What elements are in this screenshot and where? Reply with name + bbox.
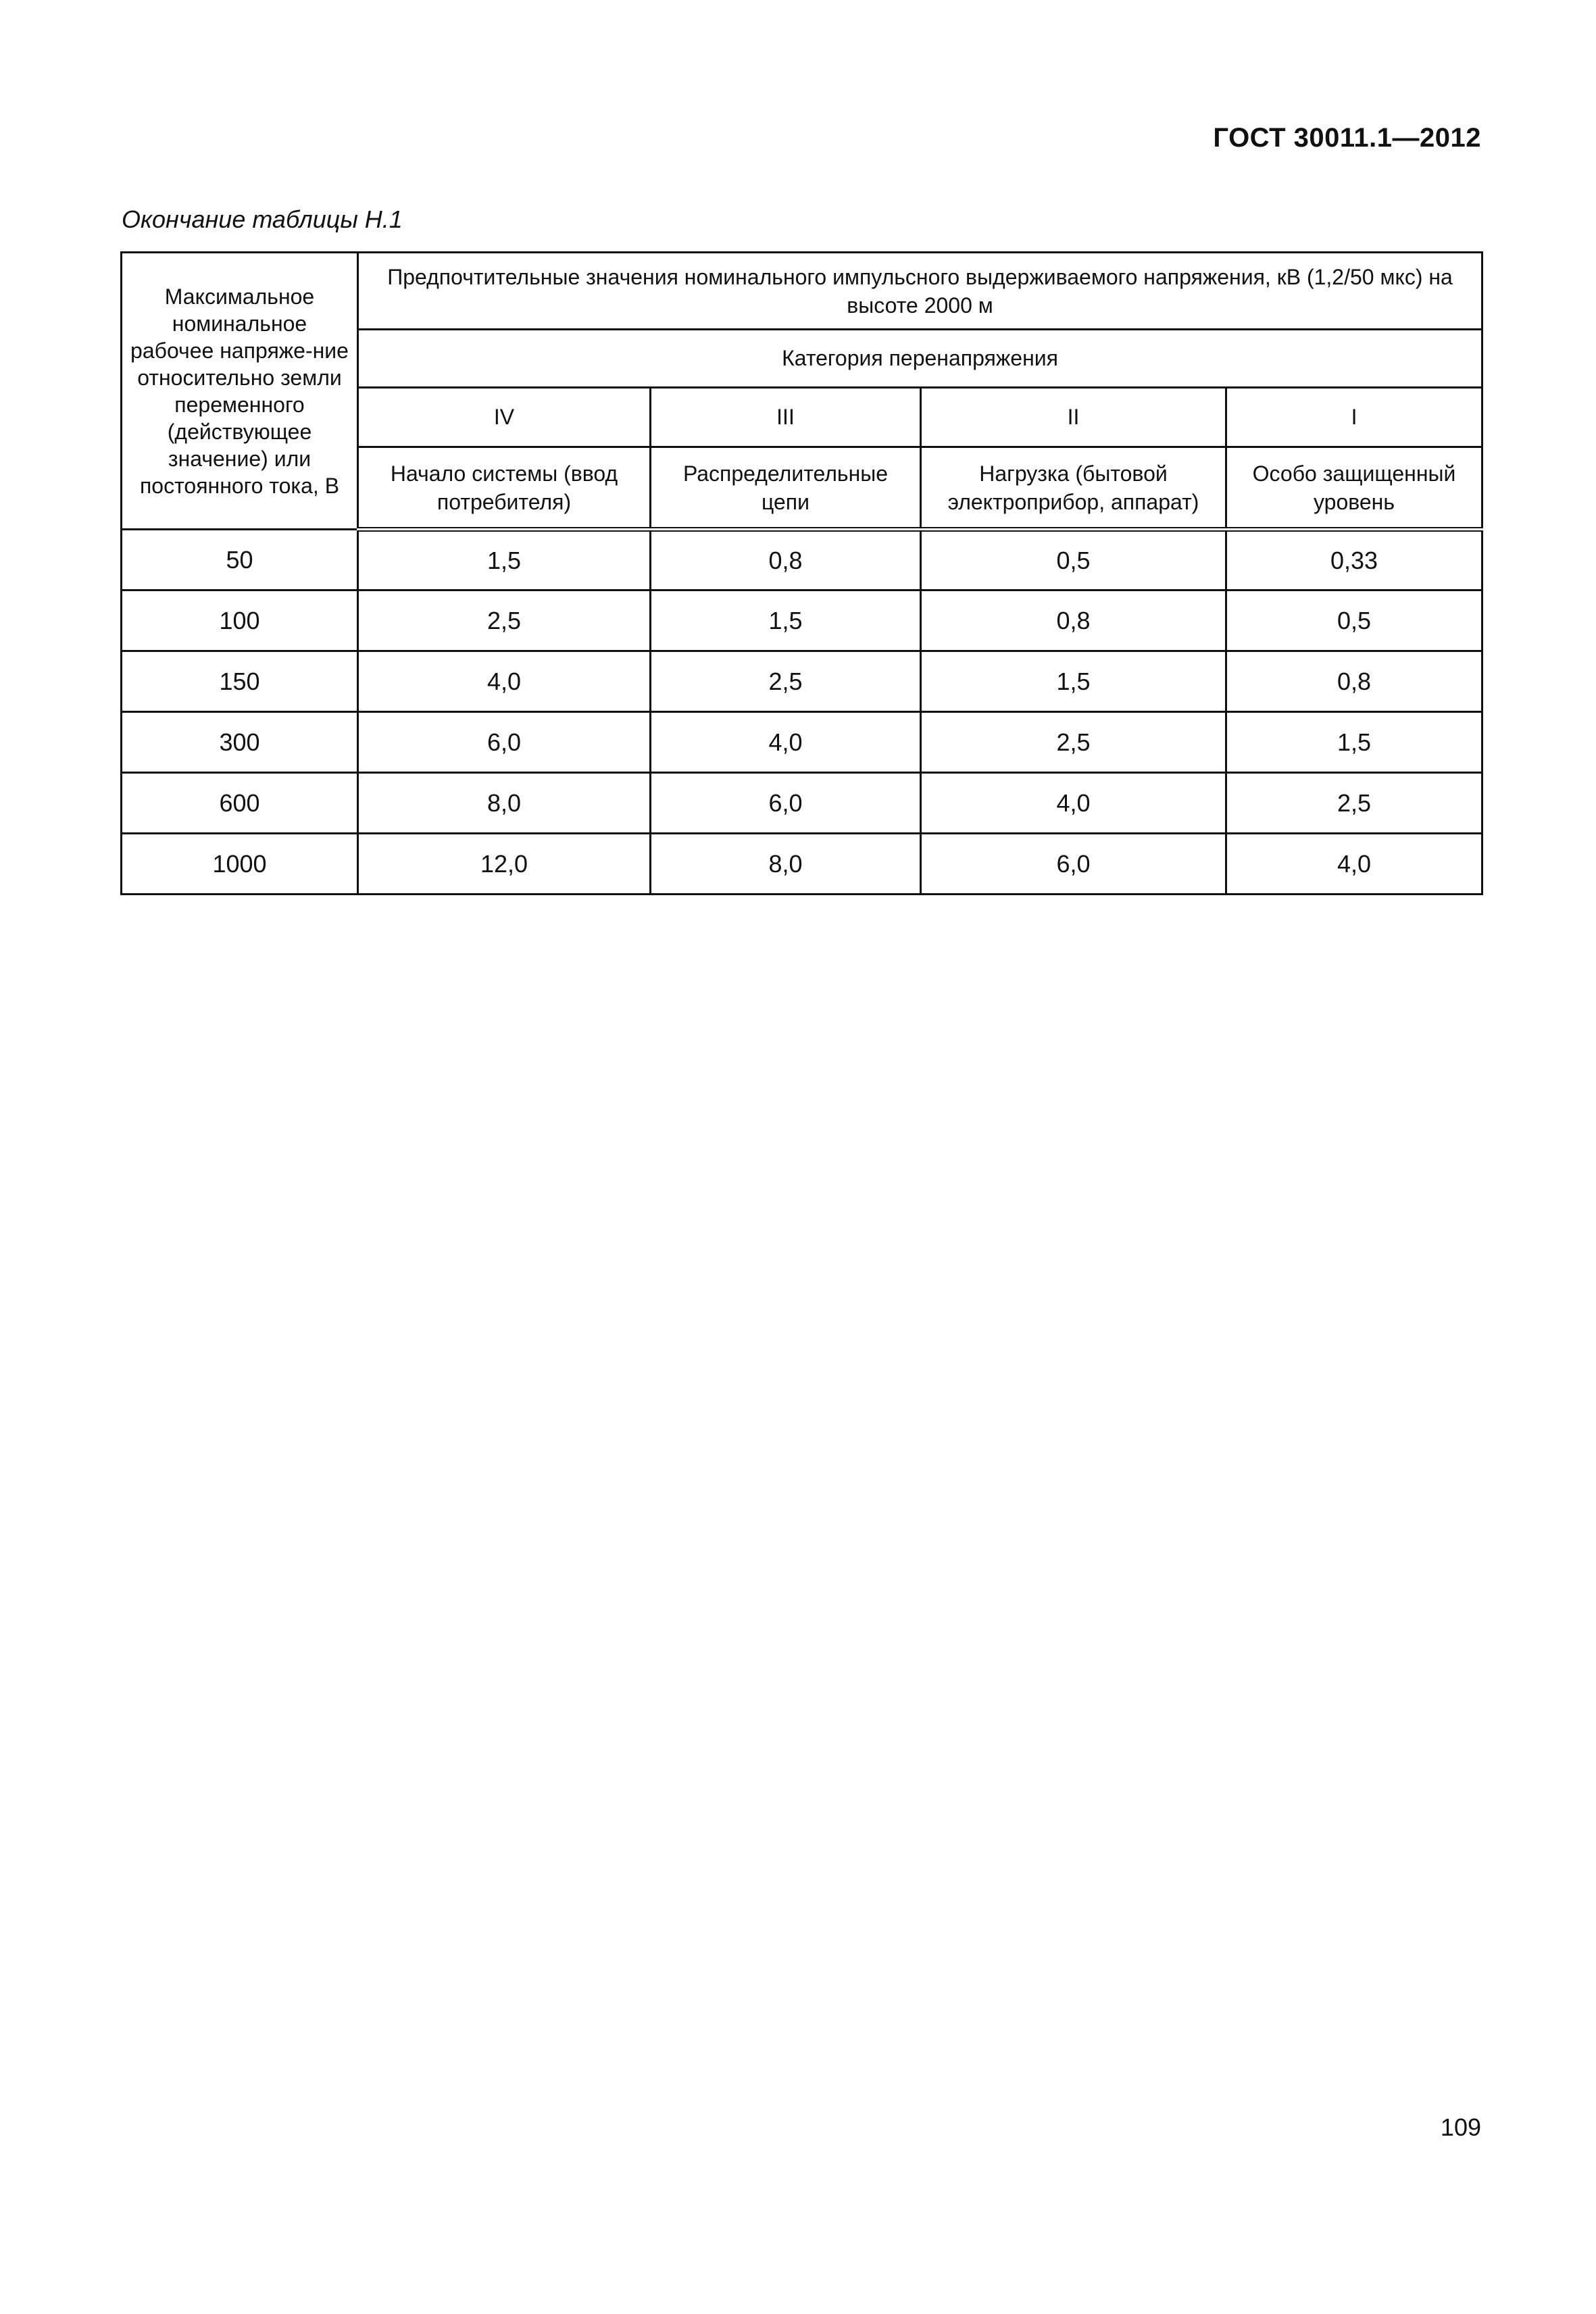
table-cell: 8,0 [651,834,921,895]
table-cell: 2,5 [358,590,651,651]
table-cell: 0,5 [921,530,1226,590]
page-number: 109 [1440,2113,1481,2141]
table-cell: 4,0 [1226,834,1482,895]
table-cell: 8,0 [358,773,651,834]
header-category-iii: III [651,388,921,447]
table-cell: 2,5 [921,712,1226,773]
table-row [122,712,1482,773]
table-cell: 1,5 [1226,712,1482,773]
table-cell: 600 [122,773,358,834]
header-category-iii-description: Распределительные цепи [651,447,921,530]
table-cell: 0,8 [1226,651,1482,712]
voltage-table [120,251,1483,895]
table-row [122,590,1482,651]
table-cell: 2,5 [651,651,921,712]
header-overvoltage-category: Категория перенапряжения [358,330,1482,388]
table-cell: 1000 [122,834,358,895]
table-row [122,773,1482,834]
header-category-ii-description: Нагрузка (бытовой электроприбор, аппарат) [921,447,1226,530]
table-cell: 50 [122,530,358,590]
table-cell: 1,5 [358,530,651,590]
table-row [122,530,1482,590]
table-cell: 2,5 [1226,773,1482,834]
table-cell: 0,5 [1226,590,1482,651]
header-max-voltage: Максимальное номинальное рабочее напряже-ние относительно земли переменного (действующее значение) или постоянного тока, В [122,253,358,530]
table-cell: 6,0 [358,712,651,773]
table-cell: 12,0 [358,834,651,895]
header-category-iv: IV [358,388,651,447]
table-cell: 4,0 [921,773,1226,834]
table-cell: 1,5 [651,590,921,651]
header-preferred-values: Предпочтительные значения номинального импульсного выдерживаемого напряжения, кВ (1,2/50 мкс) на высоте 2000 м [358,253,1482,330]
header-category-ii: II [921,388,1226,447]
table-cell: 1,5 [921,651,1226,712]
table-caption: Окончание таблицы Н.1 [122,205,403,233]
table-cell: 300 [122,712,358,773]
table-cell: 6,0 [651,773,921,834]
table-cell: 150 [122,651,358,712]
table-cell: 4,0 [358,651,651,712]
header-category-i: I [1226,388,1482,447]
table-row [122,651,1482,712]
header-category-i-description: Особо защищенный уровень [1226,447,1482,530]
table-cell: 0,8 [921,590,1226,651]
table-row [122,834,1482,895]
table-cell: 100 [122,590,358,651]
standard-code-header: ГОСТ 30011.1—2012 [1213,123,1481,153]
table-cell: 0,8 [651,530,921,590]
table-cell: 4,0 [651,712,921,773]
table-cell: 6,0 [921,834,1226,895]
table-cell: 0,33 [1226,530,1482,590]
header-category-iv-description: Начало системы (ввод потребителя) [358,447,651,530]
